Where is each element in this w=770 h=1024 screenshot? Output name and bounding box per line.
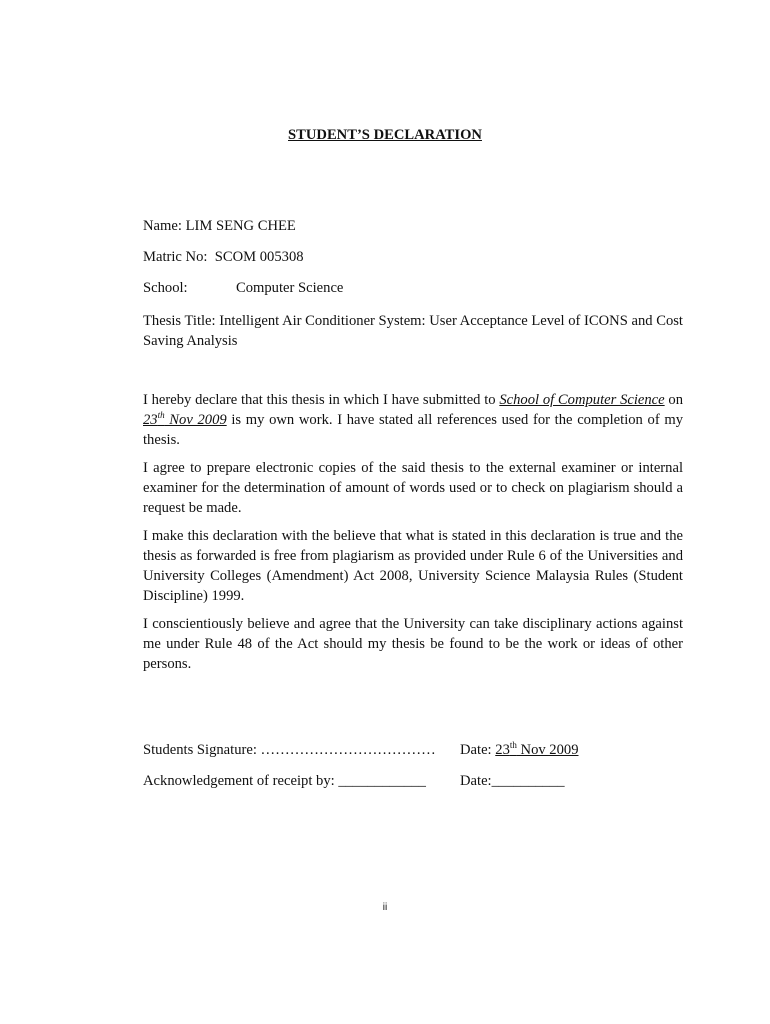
signature-date-suffix: th [509, 740, 517, 751]
submission-day: 23 [143, 412, 158, 428]
submission-date [143, 412, 227, 428]
signature-line [143, 742, 436, 759]
name-value: LIM SENG CHEE [185, 218, 296, 234]
matric-value: SCOM 005308 [214, 249, 304, 265]
school-label: School: [143, 280, 188, 296]
declaration-text: I hereby declare that this thesis in which I have submitted to [143, 392, 500, 408]
signature-date-label: Date: [460, 742, 496, 758]
declaration-text-continued: is my own work. I have stated all references used for the completion of my thesis. [143, 412, 684, 448]
signature-label: Students Signature: ……………………………… [143, 742, 436, 758]
declaration-paragraph-2: I agree to prepare electronic copies of the said thesis to the external examiner or internal examiner for the determination of amount of words used or to check on plagiarism should a request be made. [143, 460, 683, 516]
thesis-title-label: Thesis Title: [143, 313, 216, 329]
matric-line [143, 249, 304, 266]
acknowledgement-date: Date:__________ [460, 773, 565, 789]
submission-day-suffix: th [157, 410, 165, 421]
page-number: ii [382, 902, 388, 913]
declaration-paragraph-4: I conscientiously believe and agree that the University can take disciplinary actions against me under Rule 48 of the Act should my thesis be found to be the work or ideas of other persons. [143, 616, 683, 672]
name-line [143, 218, 296, 235]
declaration-paragraph-3: I make this declaration with the believe that what is stated in this declaration is true and the thesis as forwarded is free from plagiarism as provided under Rule 6 of the Universities and University Colleges (Amendment) Act 2008, University Science Malaysia Rules (Student Discipline) 1999. [143, 528, 683, 604]
signature-date-value [495, 742, 578, 758]
page-title: STUDENT’S DECLARATION [288, 127, 482, 143]
acknowledgement-label: Acknowledgement of receipt by: ____________ [143, 773, 426, 789]
thesis-title-value: Intelligent Air Conditioner System: User Acceptance Level of ICONS and Cost Saving Analysis [143, 313, 683, 349]
signature-date [460, 742, 579, 759]
school-reference: School of Computer Science [499, 392, 665, 408]
submission-month-year: Nov 2009 [164, 412, 227, 428]
school-line [143, 280, 683, 297]
thesis-title-block [143, 311, 683, 351]
signature-date-day: 23 [495, 742, 510, 758]
declaration-paragraph-1 [143, 390, 683, 450]
declaration-text-on: on [668, 392, 683, 408]
acknowledgement-line [143, 773, 426, 790]
signature-date-rest: Nov 2009 [516, 742, 579, 758]
school-value: Computer Science [236, 280, 344, 296]
matric-label: Matric No: [143, 249, 208, 265]
name-label: Name: [143, 218, 182, 234]
